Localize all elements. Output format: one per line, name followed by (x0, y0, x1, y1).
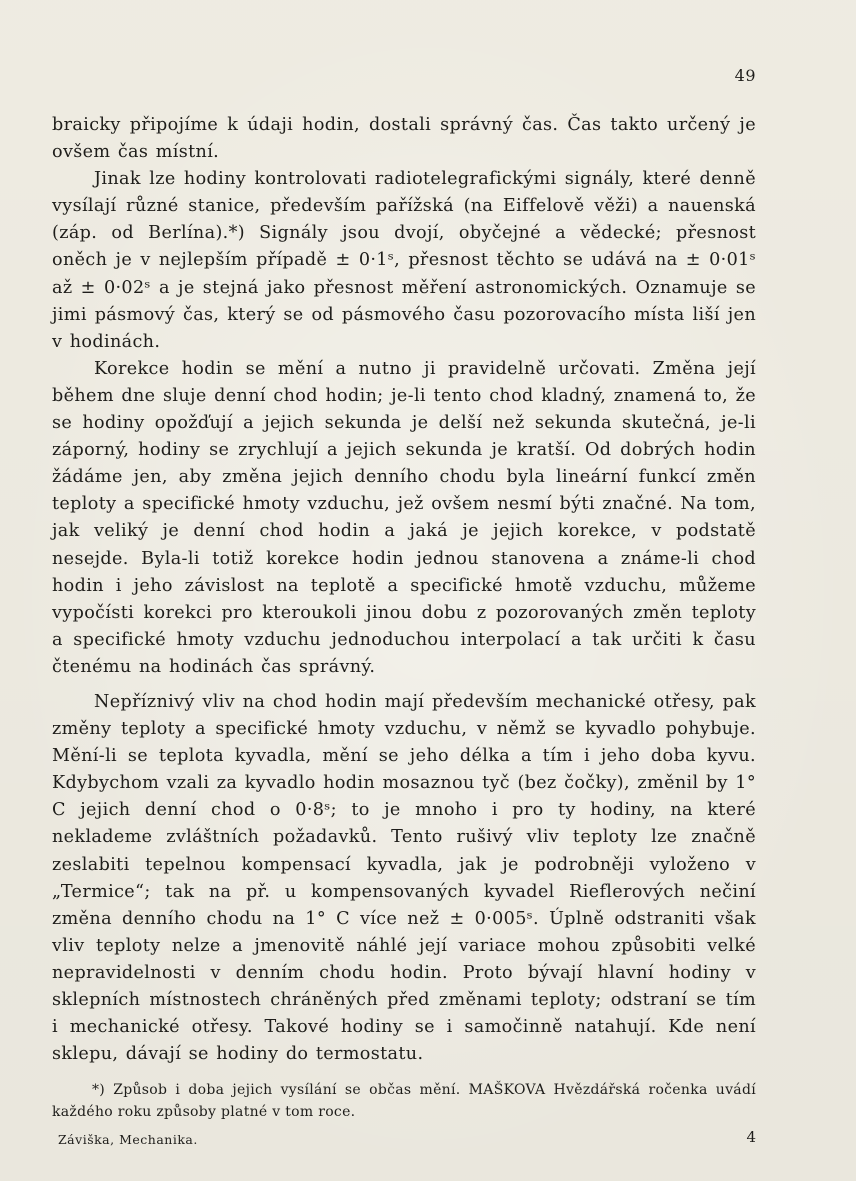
footnote-text: *) Způsob i doba jejich vysílání se občas mění. MAŠKOVA Hvězdářská ročenka uvádí každého roku způsoby platné v tom roce. (52, 1082, 756, 1120)
body-text (52, 112, 756, 1068)
paragraph-1: braicky připojíme k údaji hodin, dostali správný čas. Čas takto určený je ovšem čas místní. (52, 115, 756, 163)
sheet-number: 4 (746, 1128, 756, 1146)
signature-line (58, 1132, 198, 1147)
paragraph-4: Nepříznivý vliv na chod hodin mají především mechanické otřesy, pak změny teploty a specifické hmoty vzduchu, v němž se kyvadlo pohybuje. Mění-li se teplota kyvadla, mění se jeho délka a tím i jeho doba kyvu. Kdybychom vzali za kyvadlo hodin mosaznou tyč (bez čočky), změnil by 1° C jejich denní chod o 0·8ˢ; to je mnoho i pro ty hodiny, na které neklademe zvláštních požadavků. Tento rušivý vliv teploty lze značně zeslabiti tepelnou kompensací kyvadla, jak je podrobněji vyloženo v „Termice“; tak na př. u kompensovaných kyvadel Rieflerových nečiní změna denního chodu na 1° C více než ± 0·005ˢ. Úplně odstraniti však vliv teploty nelze a jmenovitě náhlé její variace mohou způsobiti velké nepravidelnosti v denním chodu hodin. Proto bývají hlavní hodiny v sklepních místnostech chráněných před změnami teploty; odstraní se tím i mechanické otřesy. Takové hodiny se i samočinně natahují. Kde není sklepu, dávají se hodiny do termostatu. (52, 691, 756, 1065)
page-number: 49 (734, 66, 756, 85)
paragraph-3: Korekce hodin se mění a nutno ji pravidelně určovati. Změna její během dne sluje denní chod hodin; je-li tento chod kladný, znamená to, že se hodiny opožďují a jejich sekunda je delší než sekunda skutečná, je-li záporný, hodiny se zrychlují a jejich sekunda je kratší. Od dobrých hodin žádáme jen, aby změna jejich denního chodu byla lineární funkcí změn teploty a specifické hmoty vzduchu, jež ovšem nesmí býti značné. Na tom, jak veliký je denní chod hodin a jaká je jejich korekce, v podstatě nesejde. Byla-li totiž korekce hodin jednou stanovena a známe-li chod hodin i jeho závislost na teplotě a specifické hmotě vzduchu, můžeme vypočísti korekci pro kteroukoli jinou dobu z pozorovaných změn teploty a specifické hmoty vzduchu jednoduchou interpolací a tak určiti k času čtenému na hodinách čas správný. (52, 358, 756, 677)
signature-text: Záviška, Mechanika. (58, 1132, 198, 1147)
footnote (52, 1079, 756, 1123)
paragraph-2: Jinak lze hodiny kontrolovati radiotelegrafickými signály, které denně vysílají různé stanice, především pařížská (na Eiffelově věži) a nauenská (záp. od Berlína).*) Signály jsou dvojí, obyčejné a vědecké; přesnost oněch je v nejlepším případě ± 0·1ˢ, přesnost těchto se udává na ± 0·01ˢ až ± 0·02ˢ a je stejná jako přesnost měření astronomických. Oznamuje se jimi pásmový čas, který se od pásmového času pozorovacího místa liší jen v hodinách. (52, 169, 756, 352)
